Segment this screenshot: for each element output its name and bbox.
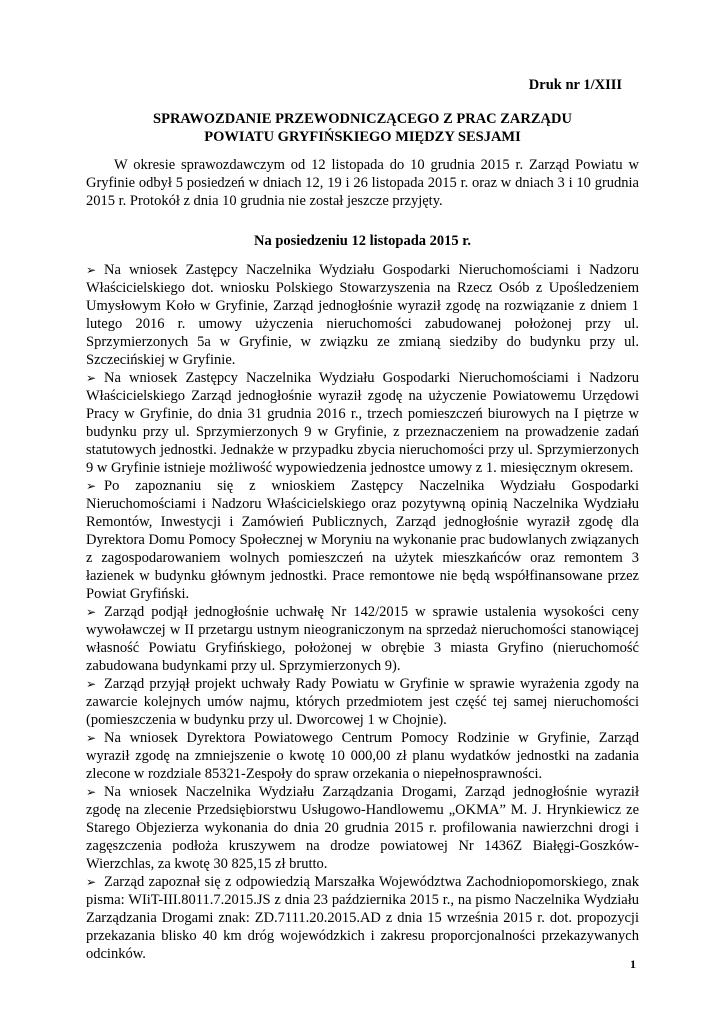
document-number: Druk nr 1/XIII [528,77,622,93]
arrow-bullet-icon: ➢ [86,785,97,799]
list-item [86,675,639,729]
arrow-bullet-icon: ➢ [86,731,97,745]
list-item [86,369,639,477]
list-item-text: Na wniosek Zastępcy Naczelnika Wydziału Gospodarki Nieruchomościami i Nadzoru Właścicielskiego dot. wniosku Polskiego Stowarzyszenia na Rzecz Osób z Upośledzeniem Umysłowym Koło w Gryfinie, Zarząd jednogłośnie wyraził zgodę na rozwiązanie z dniem 1 lutego 2016 r. umowy użyczenia nieruchomości zabudowanej położonej przy ul. Sprzymierzonych 5a w Gryfinie, w związku ze zmianą siedziby do budynku przy ul. Szczecińskiej w Gryfinie. [86,262,639,368]
list-item-text: Zarząd podjął jednogłośnie uchwałę Nr 142/2015 w sprawie ustalenia wysokości ceny wywoławczej w II przetargu ustnym nieograniczonym na sprzedaż nieruchomości stanowiącej własność Powiatu Gryfińskiego, położonej w obrębie 3 miasta Gryfino (nieruchomość zabudowana budynkami przy ul. Sprzymierzonych 9). [86,604,639,674]
arrow-bullet-icon: ➢ [86,263,97,277]
list-item-text: Na wniosek Naczelnika Wydziału Zarządzania Drogami, Zarząd jednogłośnie wyraził zgodę na zlecenie Przedsiębiorstwu Usługowo-Handlowemu „OKMA” M. J. Hrynkiewicz ze Starego Objezierza wykonania do dnia 20 grudnia 2015 r. profilowania nawierzchni drogi i zagęszczenia podłoża kruszywem na drodze powiatowej Nr 1436Z Białęgi-Goszków-Wierzchlas, za kwotę 30 825,15 zł brutto. [86,784,639,872]
list-item [86,477,639,603]
list-item-text: Zarząd zapoznał się z odpowiedzią Marszałka Województwa Zachodniopomorskiego, znak pisma: WIiT-III.8011.7.2015.JS z dnia 23 października 2015 r., na pismo Naczelnika Wydziału Zarządzania Drogami znak: ZD.7111.20.2015.AD z dnia 15 września 2015 r. dot. propozycji przekazania blisko 40 km dróg wojewódzkich i zakresu proporcjonalności przekazywanych odcinków. [86,874,639,962]
list-item [86,783,639,873]
decision-list [86,261,639,963]
report-title-line-2: POWIATU GRYFIŃSKIEGO MIĘDZY SESJAMI [204,129,521,145]
list-item [86,873,639,963]
list-item-text: Zarząd przyjął projekt uchwały Rady Powiatu w Gryfinie w sprawie wyrażenia zgody na zawarcie kolejnych umów najmu, których przedmiotem jest część tej samej nieruchomości (pomieszczenia w budynku przy ul. Dworcowej 1 w Chojnie). [86,676,639,728]
intro-paragraph: W okresie sprawozdawczym od 12 listopada do 10 grudnia 2015 r. Zarząd Powiatu w Gryfinie odbył 5 posiedzeń w dniach 12, 19 i 26 listopada 2015 r. oraz w dniach 3 i 10 grudnia 2015 r. Protokół z dnia 10 grudnia nie został jeszcze przyjęty. [86,157,639,209]
arrow-bullet-icon: ➢ [86,479,97,493]
arrow-bullet-icon: ➢ [86,605,97,619]
list-item [86,603,639,675]
session-heading: Na posiedzeniu 12 listopada 2015 r. [254,233,471,249]
list-item [86,261,639,369]
page-number: 1 [630,957,636,971]
list-item-text: Na wniosek Zastępcy Naczelnika Wydziału Gospodarki Nieruchomościami i Nadzoru Właścicielskiego Zarząd jednogłośnie wyraził zgodę na użyczenie Powiatowemu Urzędowi Pracy w Gryfinie, do dnia 31 grudnia 2016 r., trzech pomieszczeń biurowych na I piętrze w budynku przy ul. Sprzymierzonych 9 w Gryfinie, z przeznaczeniem na prowadzenie zadań statutowych jednostki. Jednakże w przypadku zbycia nieruchomości przy ul. Sprzymierzonych 9 w Gryfinie istnieje możliwość wypowiedzenia jednostce umowy z 1. miesięcznym okresem. [86,370,639,476]
list-item [86,729,639,783]
report-title [86,110,639,146]
arrow-bullet-icon: ➢ [86,371,97,385]
list-item-text: Na wniosek Dyrektora Powiatowego Centrum Pomocy Rodzinie w Gryfinie, Zarząd wyraził zgodę na zmniejszenie o kwotę 10 000,00 zł planu wydatków jednostki na zadania zlecone w rozdziale 85321-Zespoły do spraw orzekania o niepełnosprawności. [86,730,639,782]
list-item-text: Po zapoznaniu się z wnioskiem Zastępcy Naczelnika Wydziału Gospodarki Nieruchomościami i Nadzoru Właścicielskiego oraz pozytywną opinią Naczelnika Wydziału Remontów, Inwestycji i Zamówień Publicznych, Zarząd jednogłośnie wyraził zgodę dla Dyrektora Domu Pomocy Społecznej w Moryniu na wykonanie prac budowlanych związanych z zagospodarowaniem wolnych pomieszczeń na użytek mieszkańców oraz remontem 3 łazienek w budynku głównym jednostki. Prace remontowe nie będą współfinansowane przez Powiat Gryfiński. [86,478,639,602]
report-title-line-1: SPRAWOZDANIE PRZEWODNICZĄCEGO Z PRAC ZARZĄDU [153,111,572,127]
arrow-bullet-icon: ➢ [86,875,97,889]
arrow-bullet-icon: ➢ [86,677,97,691]
